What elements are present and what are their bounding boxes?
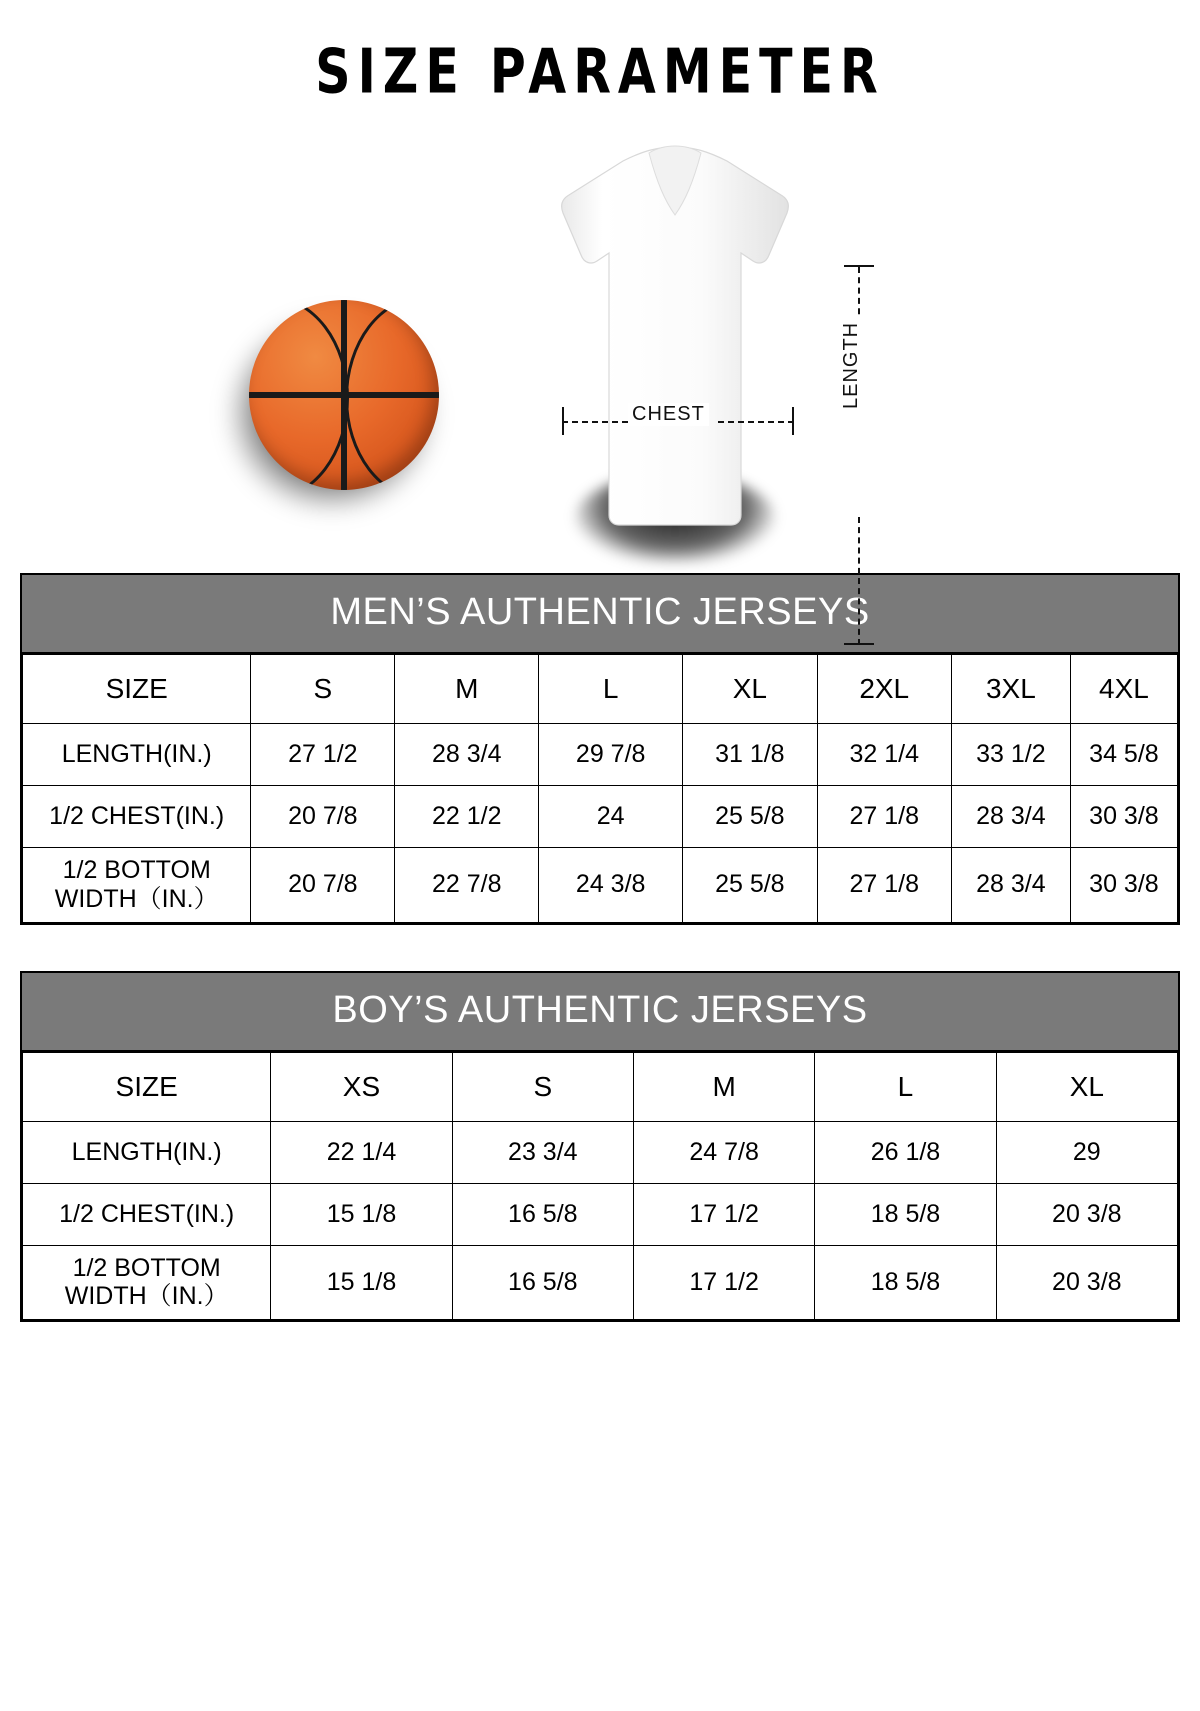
boys-table — [22, 1052, 1178, 1321]
row-label: 1/2 CHEST(IN.) — [23, 1183, 271, 1245]
table-cell: 16 5/8 — [452, 1245, 633, 1320]
table-cell: 28 3/4 — [395, 724, 539, 786]
table-cell: 15 1/8 — [271, 1183, 452, 1245]
column-header: S — [452, 1052, 633, 1121]
table-cell: 24 7/8 — [633, 1121, 814, 1183]
mens-size-table — [20, 573, 1180, 925]
table-header-row — [23, 1052, 1178, 1121]
column-header: XL — [683, 655, 817, 724]
table-cell: 27 1/8 — [817, 848, 951, 923]
product-illustration — [0, 135, 1200, 565]
table-cell: 26 1/8 — [815, 1121, 996, 1183]
table-cell: 27 1/8 — [817, 786, 951, 848]
table-cell: 28 3/4 — [951, 848, 1070, 923]
table-row — [23, 786, 1178, 848]
column-header: S — [251, 655, 395, 724]
column-header: XL — [996, 1052, 1177, 1121]
mens-table — [22, 654, 1178, 923]
table-cell: 20 7/8 — [251, 848, 395, 923]
basketball-seam-curve-left — [249, 300, 349, 490]
table-cell: 30 3/8 — [1070, 786, 1177, 848]
column-header: SIZE — [23, 655, 251, 724]
row-label: LENGTH(IN.) — [23, 724, 251, 786]
column-header: L — [815, 1052, 996, 1121]
table-cell: 25 5/8 — [683, 848, 817, 923]
boys-table-heading: BOY’S AUTHENTIC JERSEYS — [22, 973, 1178, 1052]
table-cell: 29 7/8 — [539, 724, 683, 786]
table-cell: 32 1/4 — [817, 724, 951, 786]
chest-tick-right — [792, 407, 794, 435]
chest-label: CHEST — [628, 403, 709, 426]
jersey-illustration — [545, 143, 805, 543]
column-header: SIZE — [23, 1052, 271, 1121]
chest-tick-left — [562, 407, 564, 435]
column-header: M — [395, 655, 539, 724]
table-cell: 22 1/4 — [271, 1121, 452, 1183]
table-row — [23, 848, 1178, 923]
table-cell: 20 3/8 — [996, 1245, 1177, 1320]
table-cell: 20 3/8 — [996, 1183, 1177, 1245]
table-cell: 25 5/8 — [683, 786, 817, 848]
column-header: 4XL — [1070, 655, 1177, 724]
column-header: L — [539, 655, 683, 724]
basketball-icon — [215, 285, 465, 535]
table-header-row — [23, 655, 1178, 724]
jersey-icon — [545, 143, 805, 543]
column-header: 3XL — [951, 655, 1070, 724]
table-cell: 15 1/8 — [271, 1245, 452, 1320]
table-row — [23, 1183, 1178, 1245]
chest-dimension-line-right — [718, 421, 794, 423]
table-cell: 18 5/8 — [815, 1245, 996, 1320]
row-label — [23, 1245, 271, 1320]
table-cell: 34 5/8 — [1070, 724, 1177, 786]
mens-table-heading: MEN’S AUTHENTIC JERSEYS — [22, 575, 1178, 654]
table-cell: 24 — [539, 786, 683, 848]
row-label-line2: WIDTH（IN.） — [54, 884, 219, 913]
row-label: 1/2 CHEST(IN.) — [23, 786, 251, 848]
row-label-line2: WIDTH（IN.） — [64, 1282, 229, 1311]
table-cell: 16 5/8 — [452, 1183, 633, 1245]
table-cell: 33 1/2 — [951, 724, 1070, 786]
table-row — [23, 1245, 1178, 1320]
table-cell: 30 3/8 — [1070, 848, 1177, 923]
row-label — [23, 848, 251, 923]
boys-size-table — [20, 971, 1180, 1323]
length-tick-bottom — [844, 643, 874, 645]
table-cell: 17 1/2 — [633, 1245, 814, 1320]
table-row — [23, 1121, 1178, 1183]
basketball-seam-curve-right — [345, 300, 439, 490]
column-header: 2XL — [817, 655, 951, 724]
table-cell: 23 3/4 — [452, 1121, 633, 1183]
table-cell: 22 1/2 — [395, 786, 539, 848]
table-cell: 20 7/8 — [251, 786, 395, 848]
table-row — [23, 724, 1178, 786]
row-label-line1: 1/2 BOTTOM — [72, 1253, 221, 1282]
length-tick-top — [844, 265, 874, 267]
table-cell: 29 — [996, 1121, 1177, 1183]
table-cell: 22 7/8 — [395, 848, 539, 923]
chest-dimension-line — [562, 421, 628, 423]
table-cell: 28 3/4 — [951, 786, 1070, 848]
table-cell: 27 1/2 — [251, 724, 395, 786]
row-label-line1: 1/2 BOTTOM — [62, 856, 211, 884]
length-label: LENGTH — [840, 318, 863, 413]
table-cell: 18 5/8 — [815, 1183, 996, 1245]
column-header: M — [633, 1052, 814, 1121]
table-cell: 17 1/2 — [633, 1183, 814, 1245]
row-label: LENGTH(IN.) — [23, 1121, 271, 1183]
page-title: SIZE PARAMETER — [315, 36, 885, 108]
length-dimension-line-bottom — [858, 517, 860, 645]
table-cell: 24 3/8 — [539, 848, 683, 923]
column-header: XS — [271, 1052, 452, 1121]
basketball-sphere — [249, 300, 439, 490]
table-cell: 31 1/8 — [683, 724, 817, 786]
